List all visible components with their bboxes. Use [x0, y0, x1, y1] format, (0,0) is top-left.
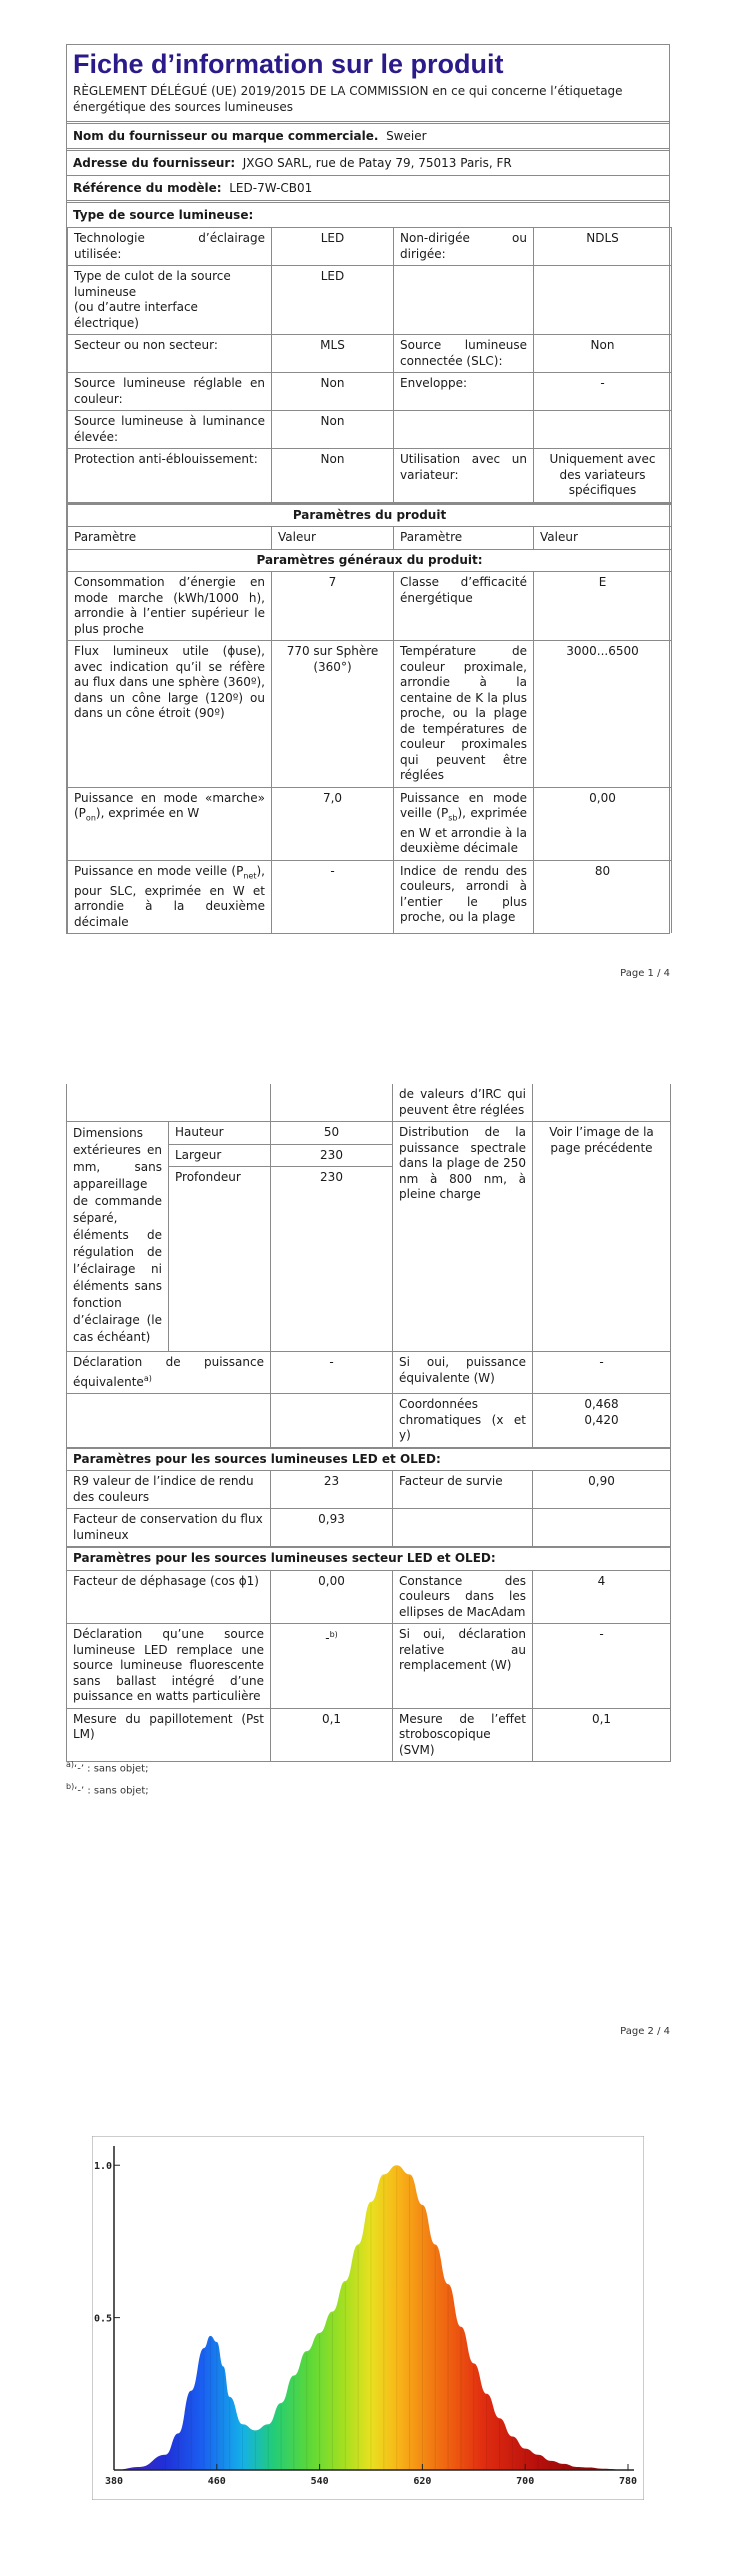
x-tick-label: 700	[516, 2476, 535, 2487]
type-label: Enveloppe:	[394, 373, 534, 411]
table-row	[68, 504, 672, 527]
type-label: Source lumineuse réglable en couleur:	[68, 373, 272, 411]
equiv-text: Déclaration de puissance équivalente	[73, 1355, 264, 1389]
consumption-value: 7	[272, 572, 394, 641]
power-on-text-end: ), exprimée en W	[95, 806, 200, 820]
equiv-w-value: -	[533, 1352, 671, 1394]
address-row	[67, 148, 669, 175]
table-row	[67, 1570, 671, 1624]
flicker-label: Mesure du papillotement (Pst LM)	[67, 1708, 271, 1762]
table-row	[68, 549, 672, 572]
col-header-param: Paramètre	[394, 527, 534, 550]
type-value: Non	[534, 335, 672, 373]
table-row	[68, 228, 672, 266]
cap-type-sublabel: (ou d’autre interface électrique)	[74, 300, 198, 330]
table-row	[68, 373, 672, 411]
table-row	[68, 787, 672, 860]
type-value: NDLS	[534, 228, 672, 266]
netstandby-text-end: ), pour SLC, exprimée en W et arrondie à la deuxième décimale	[74, 863, 265, 929]
footnote-b-text: ‘-’ : sans objet;	[74, 1785, 149, 1797]
equiv-label	[67, 1352, 271, 1394]
page-2	[66, 1084, 670, 1762]
regulation-subtitle: RÈGLEMENT DÉLÉGUÉ (UE) 2019/2015 DE LA COMMISSION en ce qui concerne l’étiquetage énergétique des sources lumineuses	[73, 84, 623, 114]
type-value: LED	[272, 228, 394, 266]
empty-cell	[67, 1394, 271, 1448]
svm-label: Mesure de l’effet stroboscopique (SVM)	[393, 1708, 533, 1762]
replace-dash: -	[325, 1631, 330, 1645]
table-row	[68, 449, 672, 503]
type-header-text: Type de source lumineuse:	[73, 208, 254, 222]
type-value: -	[534, 373, 672, 411]
cct-label: Température de couleur proximale, arrondie à la centaine de K la plus proche, ou la plage de températures de couleur proximales qui peuvent être réglées	[394, 641, 534, 788]
type-label	[68, 266, 272, 335]
empty-cell	[271, 1394, 393, 1448]
table-row	[67, 1624, 671, 1709]
supplier-row	[67, 121, 669, 148]
params-table-continued	[66, 1084, 671, 1762]
params-header: Paramètres du produit	[68, 504, 672, 527]
footnote-a	[66, 1760, 148, 1774]
empty-cell	[67, 1084, 271, 1122]
table-row	[68, 266, 672, 335]
flux-label: Flux lumineux utile (ɸuse), avec indication qu’il se réfère au flux dans une sphère (360º), dans un cône large (120º) ou dans un cône étroit (90º)	[68, 641, 272, 788]
footnote-b-sup: b)	[66, 1782, 75, 1791]
supplier-value: Sweier	[386, 129, 427, 143]
type-label: Secteur ou non secteur:	[68, 335, 272, 373]
x-tick-label: 780	[618, 2476, 638, 2487]
table-row	[67, 1708, 671, 1762]
consumption-label: Consommation d’énergie en mode marche (kWh/1000 h), arrondie à l’entier supérieur le plus proche	[68, 572, 272, 641]
netstandby-value: -	[272, 860, 394, 933]
empty-cell	[533, 1509, 671, 1548]
standby-sub: sb	[448, 813, 458, 823]
cos-label: Facteur de déphasage (cos ɸ1)	[67, 1570, 271, 1624]
empty-cell	[271, 1084, 393, 1122]
table-row	[68, 572, 672, 641]
cri-label-continued: de valeurs d’IRC qui peuvent être réglées	[393, 1084, 533, 1122]
product-sheet-frame	[66, 44, 670, 934]
address-label: Adresse du fournisseur:	[73, 156, 236, 170]
power-on-value: 7,0	[272, 787, 394, 860]
footnote-a-text: ‘-’ : sans objet;	[74, 1763, 149, 1775]
type-header	[67, 200, 669, 227]
standby-text: Puissance en mode veille (P	[400, 790, 527, 820]
col-header-value: Valeur	[534, 527, 672, 550]
r9-value: 23	[271, 1471, 393, 1509]
replace-w-label: Si oui, déclaration relative au remplacement (W)	[393, 1624, 533, 1709]
col-header-param: Paramètre	[68, 527, 272, 550]
supplier-label: Nom du fournisseur ou marque commerciale.	[73, 129, 379, 143]
chroma-values	[533, 1394, 671, 1448]
footnote-a-sup: a)	[66, 1760, 75, 1769]
chroma-x: 0,468	[584, 1397, 619, 1411]
type-value: Non	[272, 411, 394, 449]
survival-label: Facteur de survie	[393, 1471, 533, 1509]
maint-label: Facteur de conservation du flux lumineux	[67, 1509, 271, 1548]
y-tick-label: 0.5	[93, 2313, 112, 2325]
table-row	[67, 1471, 671, 1509]
x-tick-label: 460	[207, 2476, 226, 2487]
flicker-value: 0,1	[271, 1708, 393, 1762]
equiv-value: -	[271, 1352, 393, 1394]
table-row	[68, 860, 672, 933]
empty-cell	[533, 1084, 671, 1122]
empty-cell	[534, 266, 672, 335]
type-label: Source lumineuse à luminance élevée:	[68, 411, 272, 449]
model-label: Référence du modèle:	[73, 181, 222, 195]
table-row	[68, 411, 672, 449]
mains-header: Paramètres pour les sources lumineuses secteur LED et OLED:	[67, 1547, 671, 1570]
macadam-value: 4	[533, 1570, 671, 1624]
spectral-distribution-chart	[92, 2136, 644, 2500]
standby-text-end: ), exprimée en W et arrondie à la deuxième décimale	[400, 806, 527, 856]
model-row	[67, 175, 669, 200]
model-value: LED-7W-CB01	[229, 181, 313, 195]
equiv-sup: a)	[143, 1373, 152, 1383]
depth-label: Profondeur	[169, 1167, 271, 1352]
depth-value: 230	[271, 1167, 393, 1352]
power-on-sub: on	[85, 813, 96, 823]
chroma-label: Coordonnées chromatiques (x et y)	[393, 1394, 533, 1448]
chroma-y: 0,420	[584, 1412, 619, 1427]
empty-cell	[534, 411, 672, 449]
netstandby-text: Puissance en mode veille (P	[74, 863, 244, 878]
y-tick-label: 1.0	[93, 2161, 112, 2173]
class-value: E	[534, 572, 672, 641]
x-tick-label: 380	[104, 2476, 124, 2487]
type-value: Non	[272, 449, 394, 503]
spectral-label: Distribution de la puissance spectrale dans la plage de 250 nm à 800 nm, à pleine charge	[393, 1122, 533, 1352]
type-label: Technologie d’éclairage utilisée:	[68, 228, 272, 266]
table-row	[67, 1448, 671, 1471]
page-1	[66, 44, 670, 934]
table-row	[67, 1122, 671, 1145]
netstandby-sub: net	[243, 871, 257, 881]
table-row	[68, 527, 672, 550]
footnote-b	[66, 1782, 149, 1796]
netstandby-label	[68, 860, 272, 933]
r9-label: R9 valeur de l’indice de rendu des couleurs	[67, 1471, 271, 1509]
x-tick-label: 620	[413, 2476, 432, 2487]
cri-value: 80	[534, 860, 672, 933]
params-table	[67, 503, 672, 934]
empty-cell	[394, 411, 534, 449]
table-row	[67, 1547, 671, 1570]
width-label: Largeur	[169, 1144, 271, 1167]
type-label: Utilisation avec un variateur:	[394, 449, 534, 503]
replace-value	[271, 1624, 393, 1709]
type-label: Source lumineuse connectée (SLC):	[394, 335, 534, 373]
standby-label	[394, 787, 534, 860]
type-value: Non	[272, 373, 394, 411]
maint-value: 0,93	[271, 1509, 393, 1548]
col-header-value: Valeur	[272, 527, 394, 550]
page-number-1: Page 1 / 4	[620, 968, 670, 979]
survival-value: 0,90	[533, 1471, 671, 1509]
empty-cell	[394, 266, 534, 335]
cap-type-label: Type de culot de la source lumineuse	[74, 269, 231, 299]
replace-w-value: -	[533, 1624, 671, 1709]
spectral-value: Voir l’image de la page précédente	[533, 1122, 671, 1352]
table-row	[67, 1394, 671, 1448]
table-row	[67, 1352, 671, 1394]
address-value: JXGO SARL, rue de Patay 79, 75013 Paris, FR	[242, 156, 512, 170]
class-label: Classe d’efficacité énergétique	[394, 572, 534, 641]
replace-sup: b)	[329, 1630, 338, 1639]
led-header: Paramètres pour les sources lumineuses LED et OLED:	[67, 1448, 671, 1471]
dims-label: Dimensions extérieures en mm, sans appareillage de commande séparé, éléments de régulation de l’éclairage ni éléments sans fonction d’éclairage (le cas échéant)	[67, 1122, 169, 1352]
table-row	[67, 1509, 671, 1548]
type-label: Non-dirigée ou dirigée:	[394, 228, 534, 266]
svm-value: 0,1	[533, 1708, 671, 1762]
table-row	[68, 641, 672, 788]
page-title: Fiche d’information sur le produit	[73, 49, 504, 79]
macadam-label: Constance des couleurs dans les ellipses de MacAdam	[393, 1570, 533, 1624]
x-tick-label: 540	[310, 2476, 329, 2487]
cri-label: Indice de rendu des couleurs, arrondi à l’entier le plus proche, ou la plage	[394, 860, 534, 933]
type-value: LED	[272, 266, 394, 335]
type-value: MLS	[272, 335, 394, 373]
replace-label: Déclaration qu’une source lumineuse LED remplace une source lumineuse fluorescente sans ballast intégré d’une puissance en watts particulière	[67, 1624, 271, 1709]
standby-value: 0,00	[534, 787, 672, 860]
table-row	[68, 335, 672, 373]
power-on-label	[68, 787, 272, 860]
page-number-2: Page 2 / 4	[620, 2026, 670, 2037]
general-header: Paramètres généraux du produit:	[68, 549, 672, 572]
height-label: Hauteur	[169, 1122, 271, 1145]
type-value: Uniquement avec des variateurs spécifiques	[534, 449, 672, 503]
height-value: 50	[271, 1122, 393, 1145]
width-value: 230	[271, 1144, 393, 1167]
type-label: Protection anti-éblouissement:	[68, 449, 272, 503]
flux-value: 770 sur Sphère (360°)	[272, 641, 394, 788]
empty-cell	[393, 1509, 533, 1548]
type-table	[67, 227, 672, 503]
equiv-w-label: Si oui, puissance équivalente (W)	[393, 1352, 533, 1394]
cct-value: 3000...6500	[534, 641, 672, 788]
power-on-text: Puissance en mode «marche» (P	[74, 790, 265, 820]
cos-value: 0,00	[271, 1570, 393, 1624]
table-row	[67, 1084, 671, 1122]
